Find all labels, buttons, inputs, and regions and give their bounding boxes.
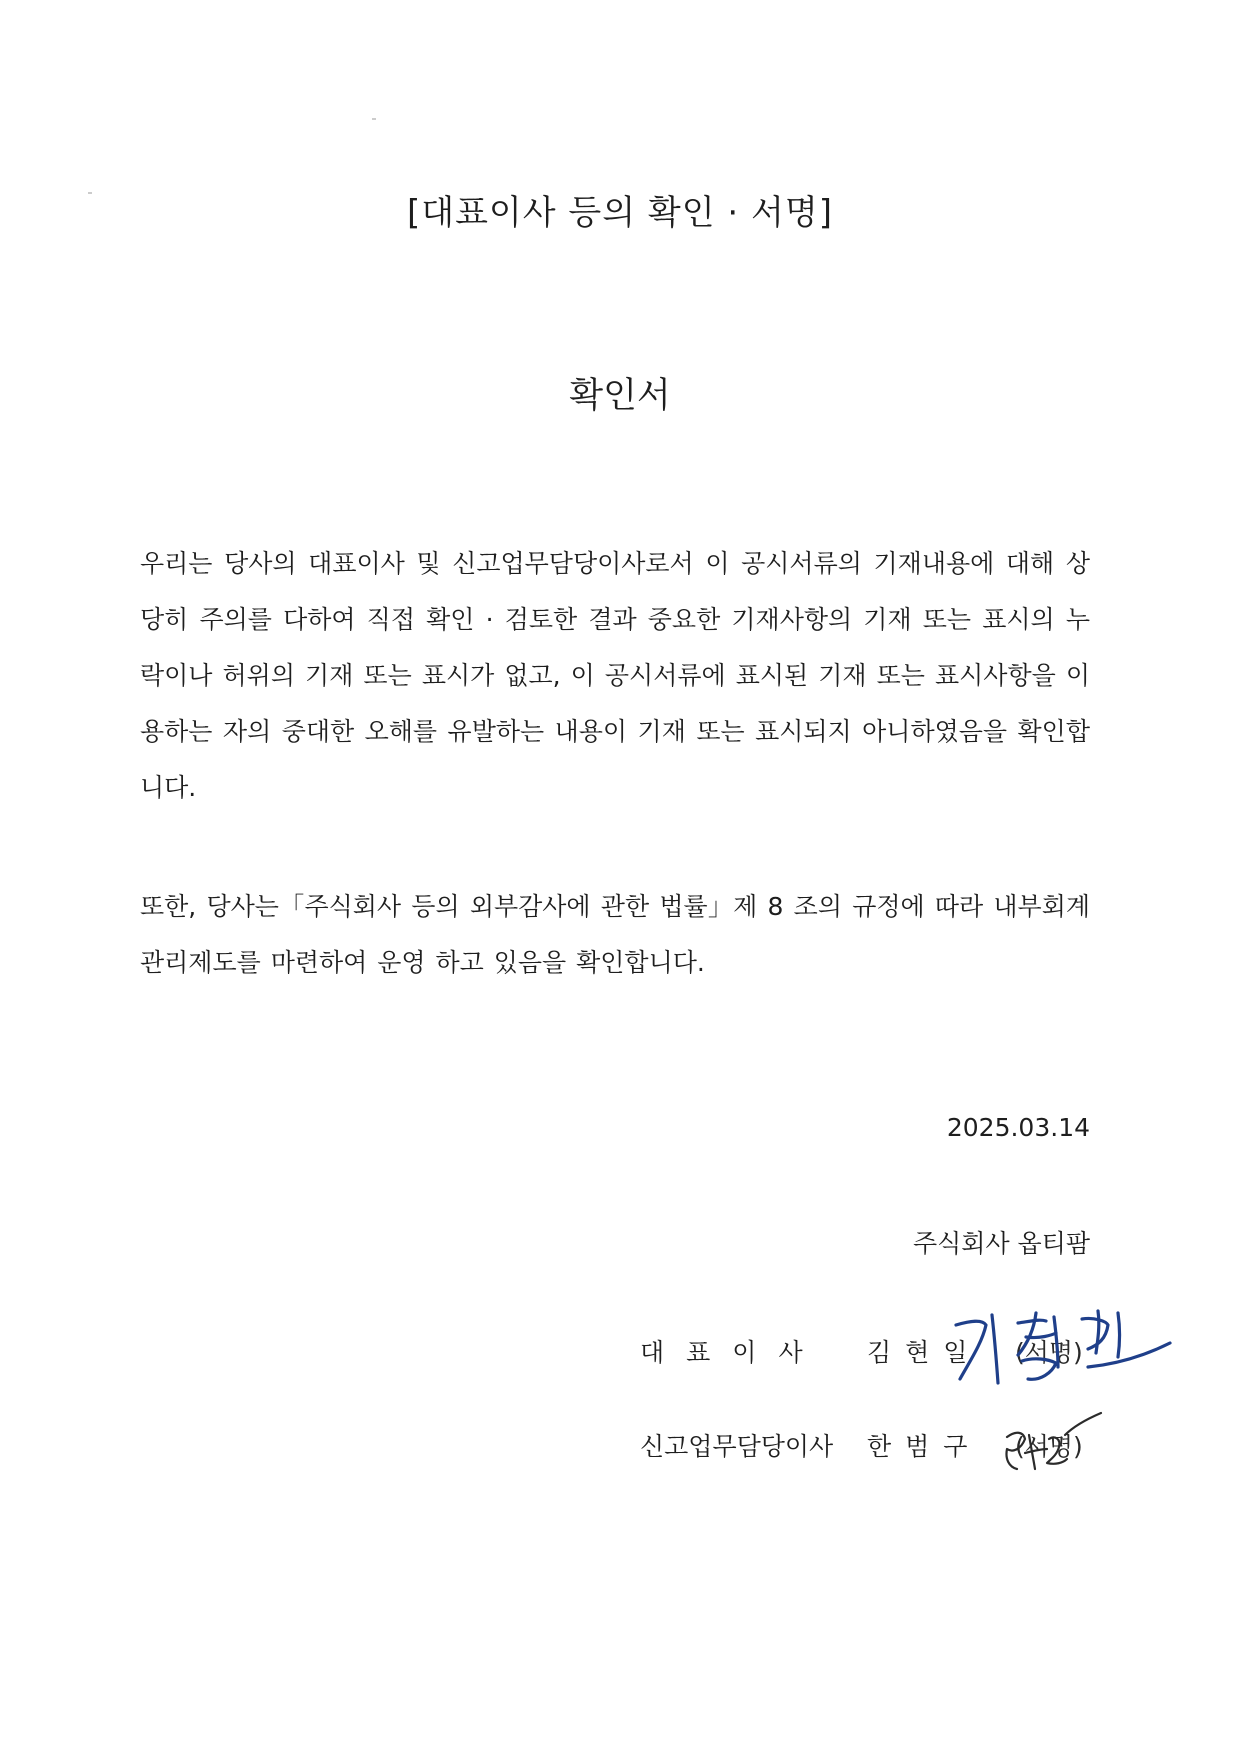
company-name: 주식회사 옵티팜 xyxy=(913,1229,1090,1258)
scan-speck xyxy=(372,118,376,120)
document-heading: [대표이사 등의 확인 · 서명] xyxy=(406,193,833,233)
body-paragraph-confirmation: 우리는 당사의 대표이사 및 신고업무담당이사로서 이 공시서류의 기재내용에 대해 상당히 주의를 다하여 직접 확인 · 검토한 결과 중요한 기재사항의 기재 또는 표시의 누락이나 허위의 기재 또는 표시가 없고, 이 공시서류에 표시된 기재 또는 표시사항을 이용하는 자의 중대한 오해를 유발하는 내용이 기재 또는 표시되지 아니하였음을 확인합니다. xyxy=(140,549,1090,802)
signatory-role: 대표이사 xyxy=(640,1338,825,1367)
signature-placeholder: (서명) xyxy=(1015,1338,1083,1367)
signatory-role: 신고업무담당이사 xyxy=(640,1432,834,1461)
signatory-name: 한범구 xyxy=(867,1432,982,1461)
signature-placeholder: (서명) xyxy=(1015,1432,1083,1461)
handwritten-signature-officer xyxy=(995,1409,1105,1479)
signatory-name: 김현일 xyxy=(867,1338,982,1367)
body-paragraph-internal-control: 또한, 당사는「주식회사 등의 외부감사에 관한 법률」제 8 조의 규정에 따라 내부회계관리제도를 마련하여 운영 하고 있음을 확인합니다. xyxy=(140,892,1090,977)
document-title: 확인서 xyxy=(569,376,671,416)
document-date: 2025.03.14 xyxy=(946,1113,1090,1142)
handwritten-signature-ceo xyxy=(948,1303,1178,1393)
